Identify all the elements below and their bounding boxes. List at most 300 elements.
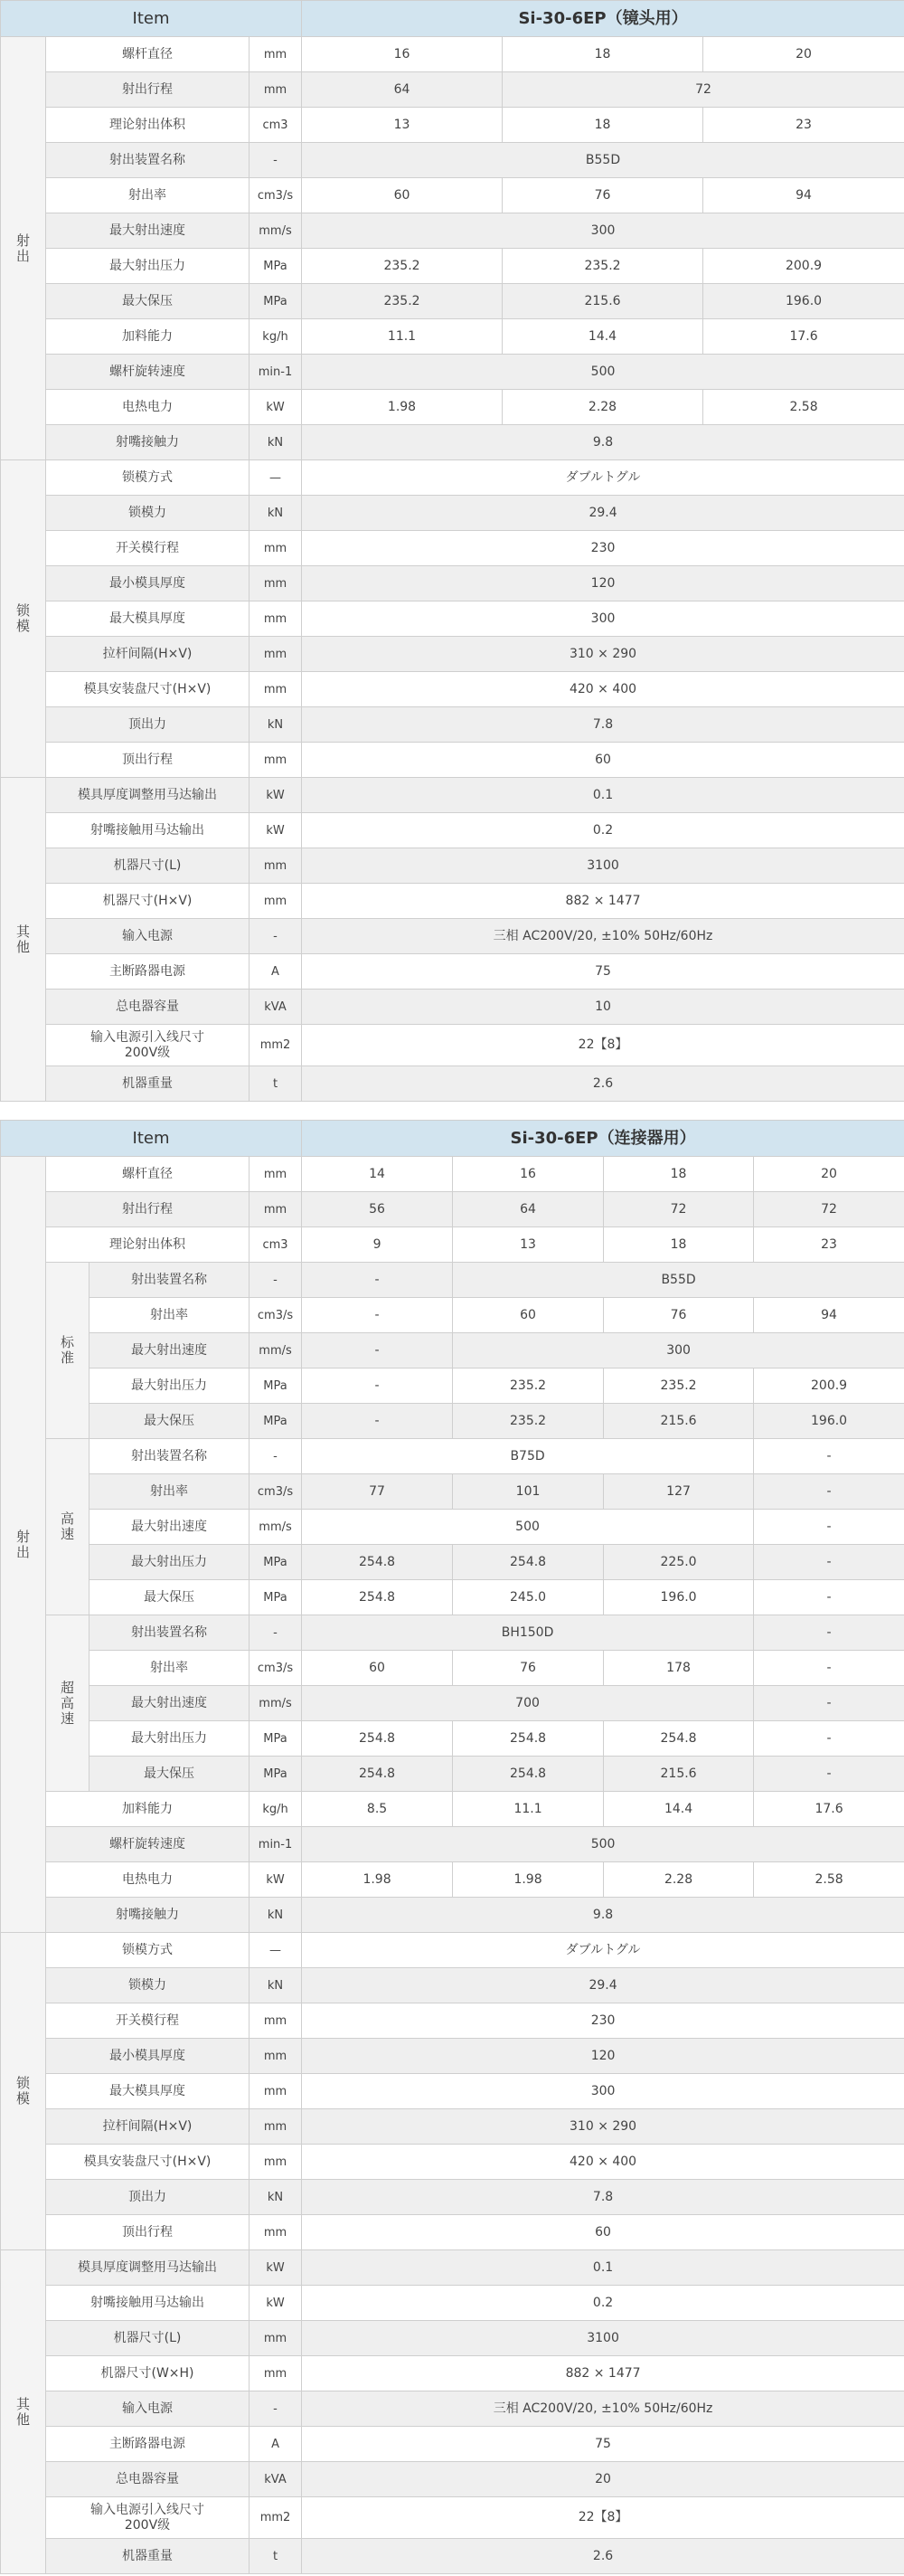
spec-value: 235.2 xyxy=(453,1368,604,1404)
table-row xyxy=(1,2250,904,2286)
table-row xyxy=(1,919,904,954)
spec-value: 75 xyxy=(302,954,904,990)
spec-value: 18 xyxy=(503,108,703,143)
table-row xyxy=(1,143,904,178)
spec-unit: mm xyxy=(250,2039,302,2074)
spec-unit: - xyxy=(250,1263,302,1298)
spec-value: 1.98 xyxy=(302,1862,453,1898)
spec-value: 18 xyxy=(503,37,703,72)
spec-name: 输入电源 xyxy=(46,919,250,954)
group-label-injection: 射出 xyxy=(1,1157,46,1933)
spec-name: 输入电源引入线尺寸 200V级 xyxy=(46,2497,250,2539)
group-label-clamp: 锁模 xyxy=(1,460,46,778)
spec-value: - xyxy=(754,1474,904,1510)
spec-unit: A xyxy=(250,2427,302,2462)
table-row xyxy=(1,2180,904,2215)
table-row xyxy=(1,1192,904,1227)
spec-unit: mm xyxy=(250,2003,302,2039)
spec-value: 196.0 xyxy=(604,1580,754,1615)
spec-unit: mm xyxy=(250,1157,302,1192)
table-row xyxy=(1,1227,904,1263)
table-row xyxy=(1,2286,904,2321)
spec-name: 最大射出速度 xyxy=(89,1510,250,1545)
spec-name: 机器尺寸(W×H) xyxy=(46,2356,250,2391)
spec-unit: cm3 xyxy=(250,1227,302,1263)
table-row xyxy=(1,2356,904,2391)
spec-name: 最大保压 xyxy=(89,1580,250,1615)
spec-name: 最大射出压力 xyxy=(89,1721,250,1757)
spec-name: 开关模行程 xyxy=(46,2003,250,2039)
spec-name: 射出率 xyxy=(89,1298,250,1333)
spec-value: 77 xyxy=(302,1474,453,1510)
spec-value: 14.4 xyxy=(503,319,703,355)
spec-value: 72 xyxy=(604,1192,754,1227)
spec-value: 310 × 290 xyxy=(302,637,904,672)
spec-name: 模具安装盘尺寸(H×V) xyxy=(46,2145,250,2180)
table-row xyxy=(1,2074,904,2109)
spec-name: 加料能力 xyxy=(46,1792,250,1827)
spec-name: 射出行程 xyxy=(46,1192,250,1227)
spec-unit: - xyxy=(250,919,302,954)
spec-name: 最大射出压力 xyxy=(89,1545,250,1580)
spec-unit: cm3/s xyxy=(250,1474,302,1510)
spec-value: 22【8】 xyxy=(302,1025,904,1066)
spec-name: 螺杆直径 xyxy=(46,1157,250,1192)
spec-name: 理论射出体积 xyxy=(46,1227,250,1263)
spec-name: 顶出力 xyxy=(46,707,250,743)
spec-value: 215.6 xyxy=(503,284,703,319)
spec-value: 60 xyxy=(302,1651,453,1686)
spec-value: 7.8 xyxy=(302,707,904,743)
spec-value: 94 xyxy=(754,1298,904,1333)
spec-unit: mm xyxy=(250,1192,302,1227)
spec-value: 300 xyxy=(302,601,904,637)
spec-value: 700 xyxy=(302,1686,754,1721)
spec-value: - xyxy=(754,1615,904,1651)
spec-value: B55D xyxy=(302,143,904,178)
table-row xyxy=(1,284,904,319)
spec-name: 射出装置名称 xyxy=(89,1439,250,1474)
spec-value: - xyxy=(754,1439,904,1474)
spec-value: 235.2 xyxy=(453,1404,604,1439)
table-row xyxy=(1,672,904,707)
spec-value: 2.28 xyxy=(503,390,703,425)
spec-value: 60 xyxy=(453,1298,604,1333)
table-row xyxy=(1,848,904,884)
spec-unit: kW xyxy=(250,2286,302,2321)
table-row xyxy=(1,743,904,778)
spec-value: 300 xyxy=(453,1333,904,1368)
spec-value: 94 xyxy=(703,178,904,213)
spec-name: 射嘴接触力 xyxy=(46,1898,250,1933)
table-row xyxy=(1,2391,904,2427)
spec-value: 76 xyxy=(453,1651,604,1686)
table-row xyxy=(1,2215,904,2250)
spec-unit: MPa xyxy=(250,1721,302,1757)
spec-unit: cm3/s xyxy=(250,1298,302,1333)
spec-value: 3100 xyxy=(302,2321,904,2356)
spec-name: 顶出力 xyxy=(46,2180,250,2215)
spec-name: 射出率 xyxy=(89,1474,250,1510)
table-row xyxy=(1,1827,904,1862)
spec-name: 输入电源引入线尺寸 200V级 xyxy=(46,1025,250,1066)
table-row xyxy=(1,954,904,990)
spec-unit: - xyxy=(250,143,302,178)
spec-unit: mm xyxy=(250,37,302,72)
spec-value: 72 xyxy=(503,72,904,108)
spec-name: 理论射出体积 xyxy=(46,108,250,143)
spec-unit: kN xyxy=(250,425,302,460)
table-row xyxy=(1,72,904,108)
spec-unit: mm xyxy=(250,637,302,672)
spec-value: 18 xyxy=(604,1227,754,1263)
spec-value: 1.98 xyxy=(453,1862,604,1898)
spec-value: 420 × 400 xyxy=(302,672,904,707)
spec-unit: mm/s xyxy=(250,1333,302,1368)
spec-unit: kW xyxy=(250,2250,302,2286)
spec-value: 420 × 400 xyxy=(302,2145,904,2180)
spec-name: 开关模行程 xyxy=(46,531,250,566)
spec-unit: mm/s xyxy=(250,213,302,249)
spec-unit: — xyxy=(250,1933,302,1968)
spec-unit: MPa xyxy=(250,1404,302,1439)
spec-value: 56 xyxy=(302,1192,453,1227)
spec-name: 最大保压 xyxy=(89,1757,250,1792)
table-row xyxy=(1,178,904,213)
spec-value: 60 xyxy=(302,743,904,778)
table-row xyxy=(1,1721,904,1757)
spec-value: 10 xyxy=(302,990,904,1025)
spec-value: - xyxy=(754,1510,904,1545)
group-label-clamp: 锁模 xyxy=(1,1933,46,2250)
spec-unit: mm xyxy=(250,2321,302,2356)
spec-name: 射嘴接触用马达输出 xyxy=(46,2286,250,2321)
table-row xyxy=(1,1298,904,1333)
spec-value: 882 × 1477 xyxy=(302,884,904,919)
table-row xyxy=(1,1333,904,1368)
spec-name: 顶出行程 xyxy=(46,2215,250,2250)
table-row xyxy=(1,601,904,637)
table-row xyxy=(1,1898,904,1933)
spec-value: 76 xyxy=(503,178,703,213)
spec-unit: MPa xyxy=(250,1368,302,1404)
spec-name: 锁模方式 xyxy=(46,1933,250,1968)
spec-value: 20 xyxy=(302,2462,904,2497)
spec-unit: mm xyxy=(250,566,302,601)
table-row xyxy=(1,1066,904,1102)
spec-value: 500 xyxy=(302,1827,904,1862)
spec-name: 最小模具厚度 xyxy=(46,566,250,601)
spec-value: - xyxy=(302,1368,453,1404)
subgroup-label-high: 高速 xyxy=(46,1439,89,1615)
spec-name: 螺杆旋转速度 xyxy=(46,355,250,390)
spec-unit: cm3 xyxy=(250,108,302,143)
spec-unit: cm3/s xyxy=(250,1651,302,1686)
table-row xyxy=(1,531,904,566)
spec-unit: kW xyxy=(250,1862,302,1898)
item-header: Item xyxy=(1,1,302,37)
spec-value: 500 xyxy=(302,1510,754,1545)
spec-name: 最大射出速度 xyxy=(89,1686,250,1721)
table-row xyxy=(1,2539,904,2574)
table-row xyxy=(1,566,904,601)
table-row xyxy=(1,1545,904,1580)
spec-name: 螺杆旋转速度 xyxy=(46,1827,250,1862)
table-row xyxy=(1,425,904,460)
spec-value: B55D xyxy=(453,1263,904,1298)
spec-name: 锁模力 xyxy=(46,496,250,531)
spec-unit: mm xyxy=(250,2356,302,2391)
spec-value: 2.58 xyxy=(754,1862,904,1898)
spec-value: 0.2 xyxy=(302,2286,904,2321)
spec-value: 16 xyxy=(453,1157,604,1192)
spec-value: 254.8 xyxy=(604,1721,754,1757)
table-row xyxy=(1,2321,904,2356)
spec-value: 64 xyxy=(302,72,503,108)
spec-name: 最大模具厚度 xyxy=(46,2074,250,2109)
table-row xyxy=(1,390,904,425)
table-row xyxy=(1,884,904,919)
spec-value: 23 xyxy=(754,1227,904,1263)
table-row xyxy=(1,1933,904,1968)
spec-unit: mm2 xyxy=(250,1025,302,1066)
spec-name: 机器尺寸(L) xyxy=(46,2321,250,2356)
subgroup-label-std: 标准 xyxy=(46,1263,89,1439)
spec-unit: kW xyxy=(250,813,302,848)
spec-unit: kN xyxy=(250,1898,302,1933)
spec-value: 230 xyxy=(302,2003,904,2039)
spec-name: 顶出行程 xyxy=(46,743,250,778)
spec-unit: - xyxy=(250,1439,302,1474)
spec-value: - xyxy=(302,1404,453,1439)
spec-name: 最大射出压力 xyxy=(46,249,250,284)
spec-value: 254.8 xyxy=(453,1757,604,1792)
spec-value: 20 xyxy=(754,1157,904,1192)
table-row xyxy=(1,1615,904,1651)
spec-value: 17.6 xyxy=(754,1792,904,1827)
spec-value: - xyxy=(302,1298,453,1333)
spec-unit: mm xyxy=(250,672,302,707)
spec-value: 13 xyxy=(453,1227,604,1263)
table-row xyxy=(1,2039,904,2074)
spec-unit: kg/h xyxy=(250,1792,302,1827)
spec-value: 60 xyxy=(302,2215,904,2250)
spec-unit: MPa xyxy=(250,1757,302,1792)
spec-name: 机器重量 xyxy=(46,2539,250,2574)
spec-value: 0.2 xyxy=(302,813,904,848)
spec-name: 射出行程 xyxy=(46,72,250,108)
spec-value: 9 xyxy=(302,1227,453,1263)
spec-value: 29.4 xyxy=(302,496,904,531)
table-row xyxy=(1,637,904,672)
spec-name: 加料能力 xyxy=(46,319,250,355)
spec-value: - xyxy=(754,1686,904,1721)
spec-value: 3100 xyxy=(302,848,904,884)
table-row xyxy=(1,2109,904,2145)
table-row xyxy=(1,213,904,249)
spec-value: 310 × 290 xyxy=(302,2109,904,2145)
spec-unit: mm xyxy=(250,2109,302,2145)
spec-value: 7.8 xyxy=(302,2180,904,2215)
spec-unit: MPa xyxy=(250,1580,302,1615)
spec-value: 882 × 1477 xyxy=(302,2356,904,2391)
spec-value: 2.28 xyxy=(604,1862,754,1898)
spec-name: 总电器容量 xyxy=(46,990,250,1025)
spec-name: 输入电源 xyxy=(46,2391,250,2427)
spec-value: 18 xyxy=(604,1157,754,1192)
table-row xyxy=(1,1404,904,1439)
spec-value: 9.8 xyxy=(302,1898,904,1933)
spec-unit: t xyxy=(250,1066,302,1102)
group-label-other: 其他 xyxy=(1,2250,46,2574)
spec-name: 最大保压 xyxy=(46,284,250,319)
spec-name: 机器尺寸(L) xyxy=(46,848,250,884)
table-row xyxy=(1,990,904,1025)
spec-value: - xyxy=(302,1263,453,1298)
spec-value: 9.8 xyxy=(302,425,904,460)
spec-unit: - xyxy=(250,1615,302,1651)
spec-name: 射嘴接触力 xyxy=(46,425,250,460)
table-row xyxy=(1,1157,904,1192)
table-row xyxy=(1,1474,904,1510)
spec-unit: mm xyxy=(250,2074,302,2109)
spec-unit: mm xyxy=(250,72,302,108)
spec-value: 235.2 xyxy=(604,1368,754,1404)
spec-value: 215.6 xyxy=(604,1757,754,1792)
model-header: Si-30-6EP（镜头用） xyxy=(302,1,904,37)
spec-name: 锁模力 xyxy=(46,1968,250,2003)
spec-value: - xyxy=(754,1757,904,1792)
spec-value: 300 xyxy=(302,213,904,249)
table-row xyxy=(1,496,904,531)
spec-value: 60 xyxy=(302,178,503,213)
spec-value: 196.0 xyxy=(754,1404,904,1439)
spec-name: 最大射出速度 xyxy=(89,1333,250,1368)
spec-name: 模具厚度调整用马达输出 xyxy=(46,778,250,813)
spec-name: 射出装置名称 xyxy=(89,1263,250,1298)
spec-table-connector xyxy=(0,1120,904,2574)
spec-name: 模具安装盘尺寸(H×V) xyxy=(46,672,250,707)
table-row xyxy=(1,1368,904,1404)
spec-name: 最大模具厚度 xyxy=(46,601,250,637)
table-row xyxy=(1,1580,904,1615)
spec-value: 254.8 xyxy=(302,1721,453,1757)
spec-value: 127 xyxy=(604,1474,754,1510)
table-row xyxy=(1,1686,904,1721)
spec-unit: mm2 xyxy=(250,2497,302,2539)
spec-name: 最大保压 xyxy=(89,1404,250,1439)
spec-unit: kN xyxy=(250,1968,302,2003)
spec-unit: MPa xyxy=(250,1545,302,1580)
spec-unit: cm3/s xyxy=(250,178,302,213)
spec-value: 11.1 xyxy=(453,1792,604,1827)
spec-value: 300 xyxy=(302,2074,904,2109)
spec-unit: MPa xyxy=(250,284,302,319)
spec-unit: mm xyxy=(250,884,302,919)
spec-value: ダブルトグル xyxy=(302,460,904,496)
spec-unit: kN xyxy=(250,707,302,743)
spec-name: 最大射出压力 xyxy=(89,1368,250,1404)
table-row xyxy=(1,1263,904,1298)
table-row xyxy=(1,2003,904,2039)
spec-unit: kVA xyxy=(250,990,302,1025)
spec-value: - xyxy=(302,1333,453,1368)
spec-unit: t xyxy=(250,2539,302,2574)
spec-value: 254.8 xyxy=(453,1721,604,1757)
table-row xyxy=(1,2427,904,2462)
spec-name: 螺杆直径 xyxy=(46,37,250,72)
spec-name: 拉杆间隔(H×V) xyxy=(46,637,250,672)
spec-value: 14 xyxy=(302,1157,453,1192)
spec-name: 电热电力 xyxy=(46,390,250,425)
spec-name: 主断路器电源 xyxy=(46,2427,250,2462)
spec-value: 215.6 xyxy=(604,1404,754,1439)
table-row xyxy=(1,707,904,743)
spec-unit: mm xyxy=(250,2215,302,2250)
spec-name: 电热电力 xyxy=(46,1862,250,1898)
table-row xyxy=(1,460,904,496)
spec-unit: — xyxy=(250,460,302,496)
table-row xyxy=(1,1792,904,1827)
spec-unit: A xyxy=(250,954,302,990)
spec-value: 8.5 xyxy=(302,1792,453,1827)
model-header: Si-30-6EP（连接器用） xyxy=(302,1121,904,1157)
spec-value: 75 xyxy=(302,2427,904,2462)
spec-value: - xyxy=(754,1580,904,1615)
spec-value: 200.9 xyxy=(754,1368,904,1404)
spec-value: 101 xyxy=(453,1474,604,1510)
spec-value: 三相 AC200V/20, ±10% 50Hz/60Hz xyxy=(302,919,904,954)
spec-unit: mm xyxy=(250,2145,302,2180)
spec-unit: kVA xyxy=(250,2462,302,2497)
spec-value: - xyxy=(754,1721,904,1757)
table-row xyxy=(1,1968,904,2003)
spec-unit: MPa xyxy=(250,249,302,284)
spec-unit: kg/h xyxy=(250,319,302,355)
spec-value: 22【8】 xyxy=(302,2497,904,2539)
spec-unit: mm/s xyxy=(250,1686,302,1721)
spec-value: B75D xyxy=(302,1439,754,1474)
spec-value: 11.1 xyxy=(302,319,503,355)
spec-value: 76 xyxy=(604,1298,754,1333)
table-row xyxy=(1,1651,904,1686)
table-row xyxy=(1,1439,904,1474)
spec-value: 2.6 xyxy=(302,2539,904,2574)
spec-name: 拉杆间隔(H×V) xyxy=(46,2109,250,2145)
spec-unit: mm xyxy=(250,531,302,566)
spec-value: 235.2 xyxy=(302,284,503,319)
spec-value: 0.1 xyxy=(302,2250,904,2286)
spec-value: 235.2 xyxy=(302,249,503,284)
spec-name: 射出装置名称 xyxy=(46,143,250,178)
spec-value: 三相 AC200V/20, ±10% 50Hz/60Hz xyxy=(302,2391,904,2427)
spec-name: 最大射出速度 xyxy=(46,213,250,249)
group-label-injection: 射出 xyxy=(1,37,46,460)
spec-unit: kW xyxy=(250,390,302,425)
spec-unit: mm xyxy=(250,848,302,884)
spec-value: 200.9 xyxy=(703,249,904,284)
spec-value: 2.58 xyxy=(703,390,904,425)
spec-name: 射出装置名称 xyxy=(89,1615,250,1651)
table-row xyxy=(1,2462,904,2497)
spec-value: 254.8 xyxy=(302,1545,453,1580)
spec-table-lens xyxy=(0,0,904,1102)
spec-name: 总电器容量 xyxy=(46,2462,250,2497)
spec-value: 29.4 xyxy=(302,1968,904,2003)
spec-value: 120 xyxy=(302,566,904,601)
spec-unit: mm/s xyxy=(250,1510,302,1545)
spec-value: 178 xyxy=(604,1651,754,1686)
